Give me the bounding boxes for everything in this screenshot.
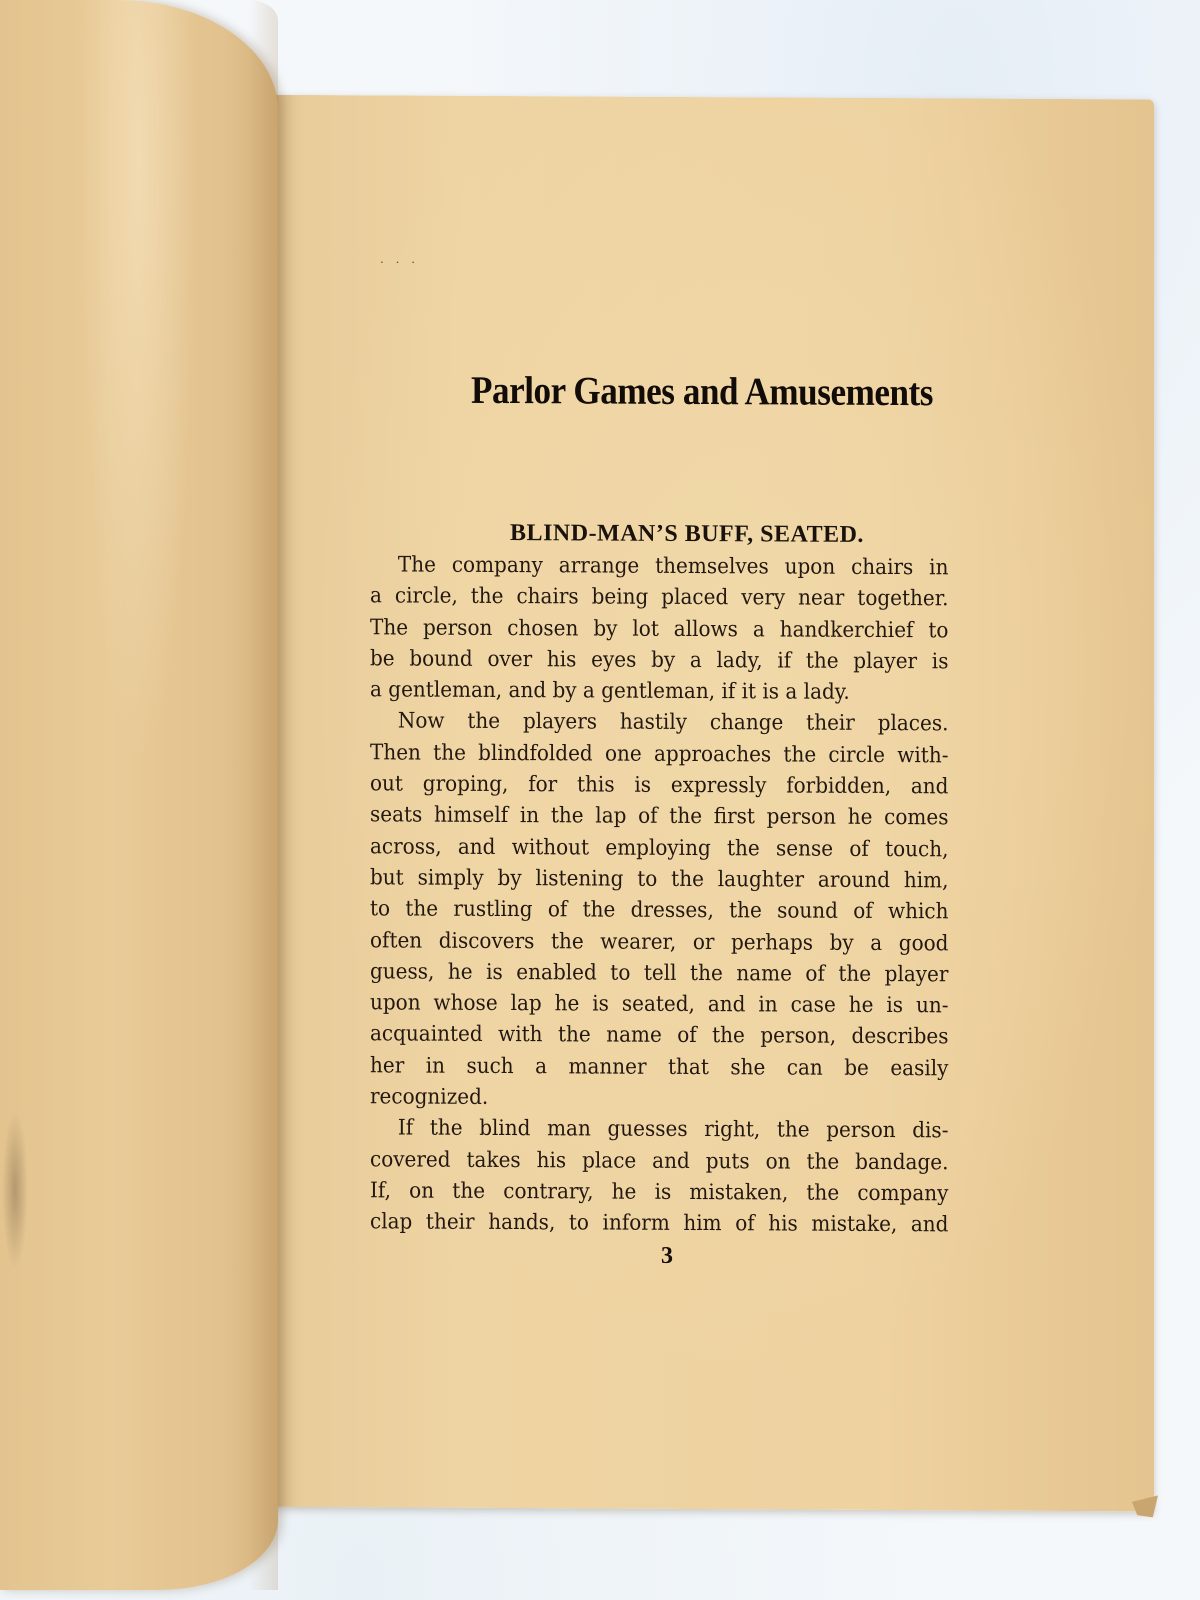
text-line: a circle, the chairs being placed very near together. — [370, 583, 949, 612]
text-line: covered takes his place and puts on the bandage. — [370, 1146, 949, 1175]
text-line: to the rustling of the dresses, the sound of which — [370, 896, 949, 925]
text-line: clap their hands, to inform him of his mistake, and — [370, 1209, 949, 1238]
text-line: acquainted with the name of the person, describes — [370, 1021, 949, 1050]
text-line: her in such a manner that she can be easily — [370, 1053, 949, 1082]
text-line: recognized. — [370, 1084, 489, 1110]
text-line: Then the blindfolded one approaches the circle with- — [370, 740, 949, 769]
text-line: If, on the contrary, he is mistaken, the company — [370, 1178, 949, 1207]
page-title: Parlor Games and Amusements — [470, 368, 934, 415]
text-line: often discovers the wearer, or perhaps by a good — [370, 927, 949, 956]
left-page-curl — [0, 0, 278, 1590]
text-line: a gentleman, and by a gentleman, if it is a lady. — [370, 677, 850, 706]
text-line: If the blind man guesses right, the person dis- — [397, 1115, 949, 1144]
text-line: Now the players hastily change their places. — [397, 708, 949, 737]
page-number: 3 — [661, 1242, 673, 1269]
body-text — [370, 549, 948, 1241]
text-line: be bound over his eyes by a lady, if the player is — [370, 646, 949, 675]
text-line: out groping, for this is expressly forbidden, and — [370, 771, 949, 800]
text-line: upon whose lap he is seated, and in case he is un- — [370, 990, 949, 1019]
section-heading: BLIND-MAN’S BUFF, SEATED. — [510, 520, 864, 548]
text-line: The company arrange themselves upon chairs in — [397, 552, 949, 581]
text-line: seats himself in the lap of the first person he comes — [370, 802, 949, 831]
right-page — [232, 95, 1154, 1512]
page-stain — [2, 1110, 28, 1270]
text-line: across, and without employing the sense of touch, — [370, 833, 949, 863]
stray-print-marks: · · · — [380, 255, 420, 270]
text-line: The person chosen by lot allows a handkerchief to — [370, 614, 949, 643]
text-line: but simply by listening to the laughter around him, — [370, 865, 949, 894]
text-line: guess, he is enabled to tell the name of the player — [370, 959, 949, 988]
